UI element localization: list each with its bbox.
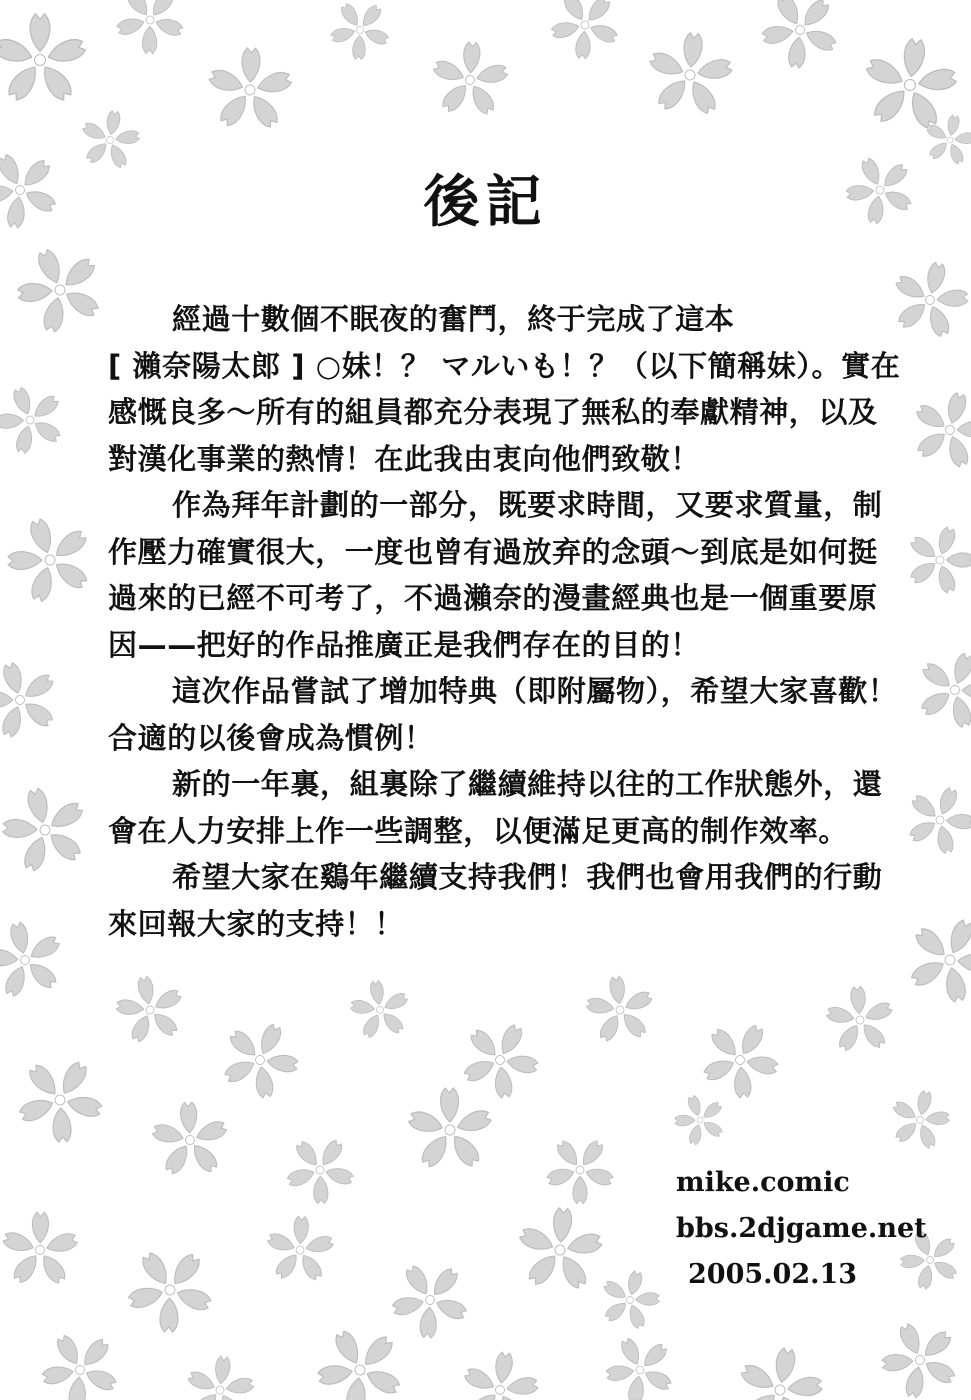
- cherry-blossom-icon: [0, 14, 87, 103]
- cherry-blossom-icon: [731, 1341, 830, 1400]
- cherry-blossom-icon: [594, 1322, 688, 1400]
- text-line: 來回報大家的支持！！: [108, 906, 405, 941]
- cherry-blossom-icon: [898, 517, 971, 600]
- release-date: 2005.02.13: [688, 1259, 858, 1290]
- cherry-blossom-icon: [539, 0, 633, 71]
- cherry-blossom-icon: [0, 372, 78, 466]
- cherry-blossom-icon: [643, 29, 736, 119]
- cherry-blossom-icon: [885, 1085, 956, 1154]
- cherry-blossom-icon: [342, 970, 420, 1049]
- text-line: 對漢化事業的熱情！在此我由衷向他們致敬！: [108, 441, 701, 476]
- cherry-blossom-icon: [106, 964, 196, 1055]
- cherry-blossom-icon: [895, 904, 971, 1013]
- cherry-blossom-icon: [594, 1264, 666, 1334]
- text-line: 這次作品嘗試了增加特典（即附屬物），希望大家喜歡！: [172, 674, 898, 708]
- text-line: 新的一年裏，組裏除了繼續維持以往的工作狀態外，還: [172, 767, 883, 801]
- cherry-blossom-icon: [264, 1215, 336, 1283]
- cherry-blossom-icon: [857, 33, 962, 135]
- cherry-blossom-icon: [666, 1084, 736, 1154]
- cherry-blossom-icon: [274, 1123, 367, 1215]
- cherry-blossom-icon: [903, 383, 971, 474]
- cherry-blossom-icon: [748, 0, 854, 82]
- cherry-blossom-icon: [143, 1091, 239, 1189]
- credits-block: [676, 1160, 927, 1298]
- cherry-blossom-icon: [206, 47, 294, 131]
- cherry-blossom-icon: [868, 1306, 971, 1400]
- cherry-blossom-icon: [818, 975, 905, 1063]
- cherry-blossom-icon: [3, 1042, 118, 1156]
- text-line: 會在人力安排上作一些調整，以便滿足更高的制作效率。: [108, 813, 849, 848]
- site-address: bbs.2djgame.net: [676, 1213, 927, 1244]
- cherry-blossom-icon: [577, 965, 665, 1054]
- cherry-blossom-icon: [534, 1123, 627, 1216]
- text-line: 作壓力確實很大，一度也曾有過放弃的念頭～到底是如何挺: [108, 534, 878, 569]
- cherry-blossom-icon: [0, 647, 73, 752]
- text-line: 因——把好的作品推廣正是我們存在的目的！: [108, 627, 701, 662]
- page-title: 後記: [423, 170, 548, 235]
- cherry-blossom-icon: [182, 1352, 258, 1400]
- cherry-blossom-icon: [1, 1212, 79, 1286]
- cherry-blossom-icon: [689, 1008, 792, 1110]
- text-line: 希望大家在鷄年繼續支持我們！我們也會用我們的行動: [172, 860, 883, 894]
- text-line: 過來的已經不可考了，不過瀨奈的漫畫經典也是一個重要原: [108, 581, 878, 615]
- cherry-blossom-icon: [104, 0, 198, 66]
- cherry-blossom-icon: [319, 0, 401, 70]
- cherry-blossom-icon: [897, 776, 971, 862]
- cherry-blossom-icon: [0, 771, 103, 887]
- cherry-blossom-icon: [514, 1204, 606, 1292]
- afterword-body: [108, 296, 901, 947]
- cherry-blossom-icon: [76, 106, 145, 172]
- text-line: [ 瀨奈陽太郎 ] ○妹！？ マルいも！？（以下簡稱妹）。實在: [108, 348, 901, 383]
- group-name: mike.comic: [676, 1167, 850, 1198]
- cherry-blossom-icon: [449, 1009, 551, 1110]
- cherry-blossom-icon: [112, 1231, 229, 1348]
- cherry-blossom-icon: [302, 1310, 420, 1400]
- text-line: 合適的以後會成為慣例！: [108, 720, 434, 755]
- cherry-blossom-icon: [378, 1246, 484, 1351]
- cherry-blossom-icon: [429, 40, 511, 118]
- cherry-blossom-icon: [399, 1076, 504, 1183]
- cherry-blossom-icon: [28, 1316, 134, 1400]
- cherry-blossom-icon: [0, 908, 77, 1012]
- cherry-blossom-icon: [210, 1009, 311, 1108]
- cherry-blossom-icon: [2, 230, 119, 348]
- text-line: 經過十數個不眠夜的奮鬥，終于完成了這本: [172, 302, 735, 336]
- cherry-blossom-icon: [0, 501, 109, 618]
- text-line: 作為拜年計劃的一部分，既要求時間，又要求質量，制: [172, 488, 883, 522]
- text-line: 感慨良多～所有的組員都充分表現了無私的奉獻精神，以及: [108, 395, 878, 429]
- cherry-blossom-icon: [457, 1347, 544, 1400]
- cherry-blossom-icon: [907, 641, 971, 736]
